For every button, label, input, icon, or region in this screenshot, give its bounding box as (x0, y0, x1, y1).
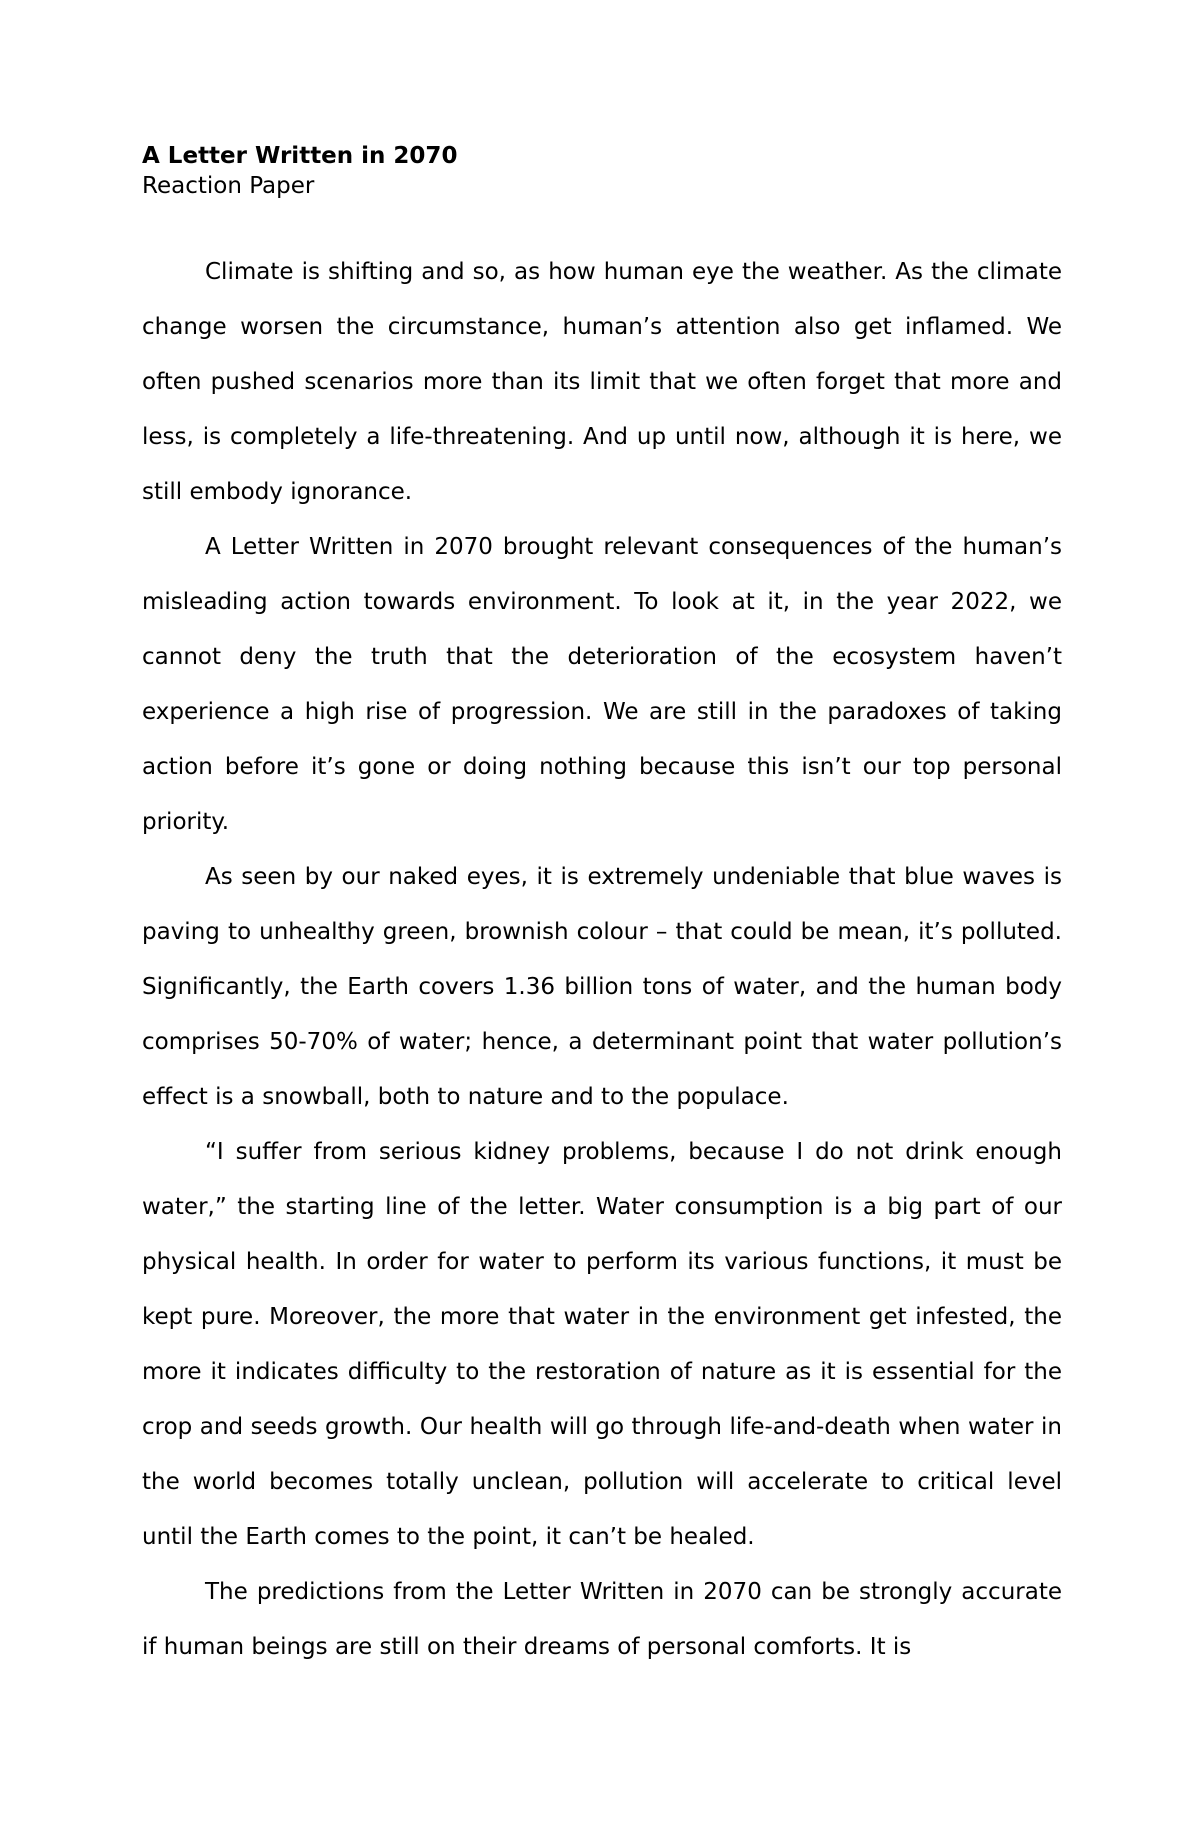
paragraph-3: As seen by our naked eyes, it is extremely undeniable that blue waves is paving to unhealthy green, brownish colour – that could be mean, it’s polluted. Significantly, the Earth covers 1.36 billion tons of water, and the human body comprises 50-70% of water; hence, a determinant point that water pollution’s effect is a snowball, both to nature and to the populace. (142, 864, 1062, 1110)
document-subtitle: Reaction Paper (142, 173, 315, 199)
paragraph-4: “I suffer from serious kidney problems, because I do not drink enough water,” the starting line of the letter. Water consumption is a big part of our physical health. In order for water to perform its various functions, it must be kept pure. Moreover, the more that water in the environment get infested, the more it indicates difficulty to the restoration of nature as it is essential for the crop and seeds growth. Our health will go through life-and-death when water in the world becomes totally unclean, pollution will accelerate to critical level until the Earth comes to the point, it can’t be healed. (142, 1139, 1062, 1550)
paragraph-1: Climate is shifting and so, as how human eye the weather. As the climate change worsen the circumstance, human’s attention also get inflamed. We often pushed scenarios more than its limit that we often forget that more and less, is completely a life-threatening. And up until now, although it is here, we still embody ignorance. (142, 259, 1062, 505)
document-body (142, 245, 1062, 1675)
paragraph-2: A Letter Written in 2070 brought relevant consequences of the human’s misleading action towards environment. To look at it, in the year 2022, we cannot deny the truth that the deterioration of the ecosystem haven’t experience a high rise of progression. We are still in the paradoxes of taking action before it’s gone or doing nothing because this isn’t our top personal priority. (142, 534, 1062, 835)
document-title: A Letter Written in 2070 (142, 143, 458, 169)
document-header (142, 141, 1062, 201)
paragraph-5: The predictions from the Letter Written in 2070 can be strongly accurate if human beings are still on their dreams of personal comforts. It is (142, 1579, 1062, 1660)
